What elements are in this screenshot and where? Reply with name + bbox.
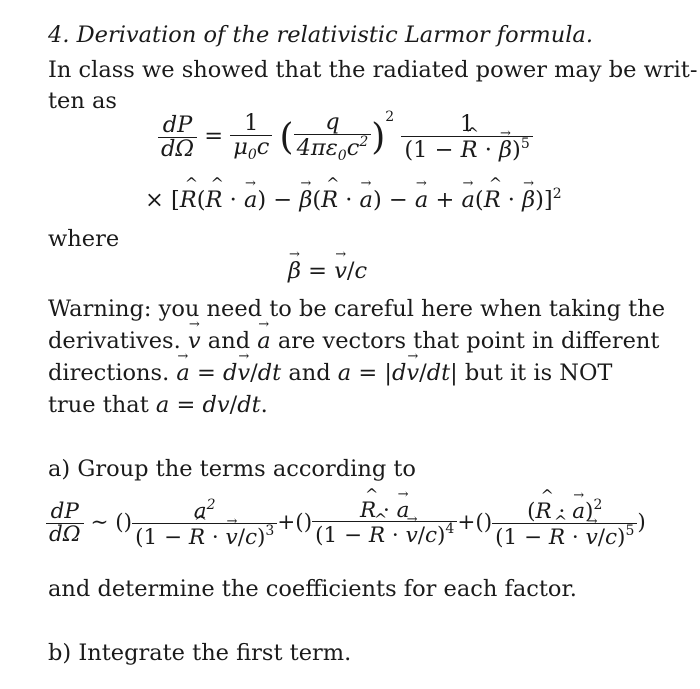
denominator-fraction: $\frac{1}{(1 - \^{} R \cdot \to \beta)^5}$ [401,113,532,161]
larmor-equation-line-2: × [^ R(^ R · → a) − → β(^ R · → a) − → a + → a(^ R · → β)]$^2$ [145,187,562,212]
where-label: where [48,226,120,252]
warning-line-4: true that a = dv/dt. [48,392,268,418]
problem-title: 4. Derivation of the relativistic Larmor formula. [48,22,593,48]
term-2-fraction: ^ $\frac{R \cdot \to a}{(1 - \^{} R \cdot \to v/c)^4}$ [312,500,457,547]
part-a-closing: and determine the coefficients for each factor. [48,576,577,602]
intro-line-1: In class we showed that the radiated power may be writ- [48,57,698,83]
one-over-mu0c-fraction: $\frac{1}{\mu_0c}$ [230,112,272,162]
intro-line-2: ten as [48,88,117,114]
beta-definition: → β = → v/c [288,260,367,283]
part-a-label: a) Group the terms according to [48,456,416,482]
warning-line-3: directions. → a = d→ v/dt and a = |d→ v/dt| but it is NOT [48,362,612,385]
warning-line-1: Warning: you need to be careful here when taking the [48,296,666,322]
dP-dOmega-fraction: $\frac{dP}{d\Omega}$ [158,114,197,160]
q-over-4pi-fraction: $\frac{q}{4\pi\varepsilon_0c^2}$ [294,111,372,163]
part-b-label: b) Integrate the first term. [48,640,352,666]
warning-line-2: derivatives. → v and → a are vectors that point in different [48,330,659,353]
grouping-equation: $\frac{dP}{d\Omega}$ ∼ () $\frac{a^2}{(1 - \^{} R \cdot \to v/c)^3}$ +() ^ $\frac{R \cdot \to a}{(1 - \^{} R \cdot \to v/c)^4}$ +() $\frac{(\^{} R \cdot \to a)^2}{(1 - \^{} R \cdot \to v/c)^5}$ ) [46,498,646,548]
term-3-fraction: $\frac{(\^{} R \cdot \to a)^2}{(1 - \^{} R \cdot \to v/c)^5}$ [492,498,637,548]
term-1-fraction: $\frac{a^2}{(1 - \^{} R \cdot \to v/c)^3}$ [132,498,277,548]
larmor-equation-line-1: $\frac{dP}{d\Omega}$ = $\frac{1}{\mu_0c}$ ( $\frac{q}{4\pi\varepsilon_0c^2}$ )$^2$ $\frac{1}{(1 - \^{} R \cdot \to \beta)^5}$ [158,110,533,163]
